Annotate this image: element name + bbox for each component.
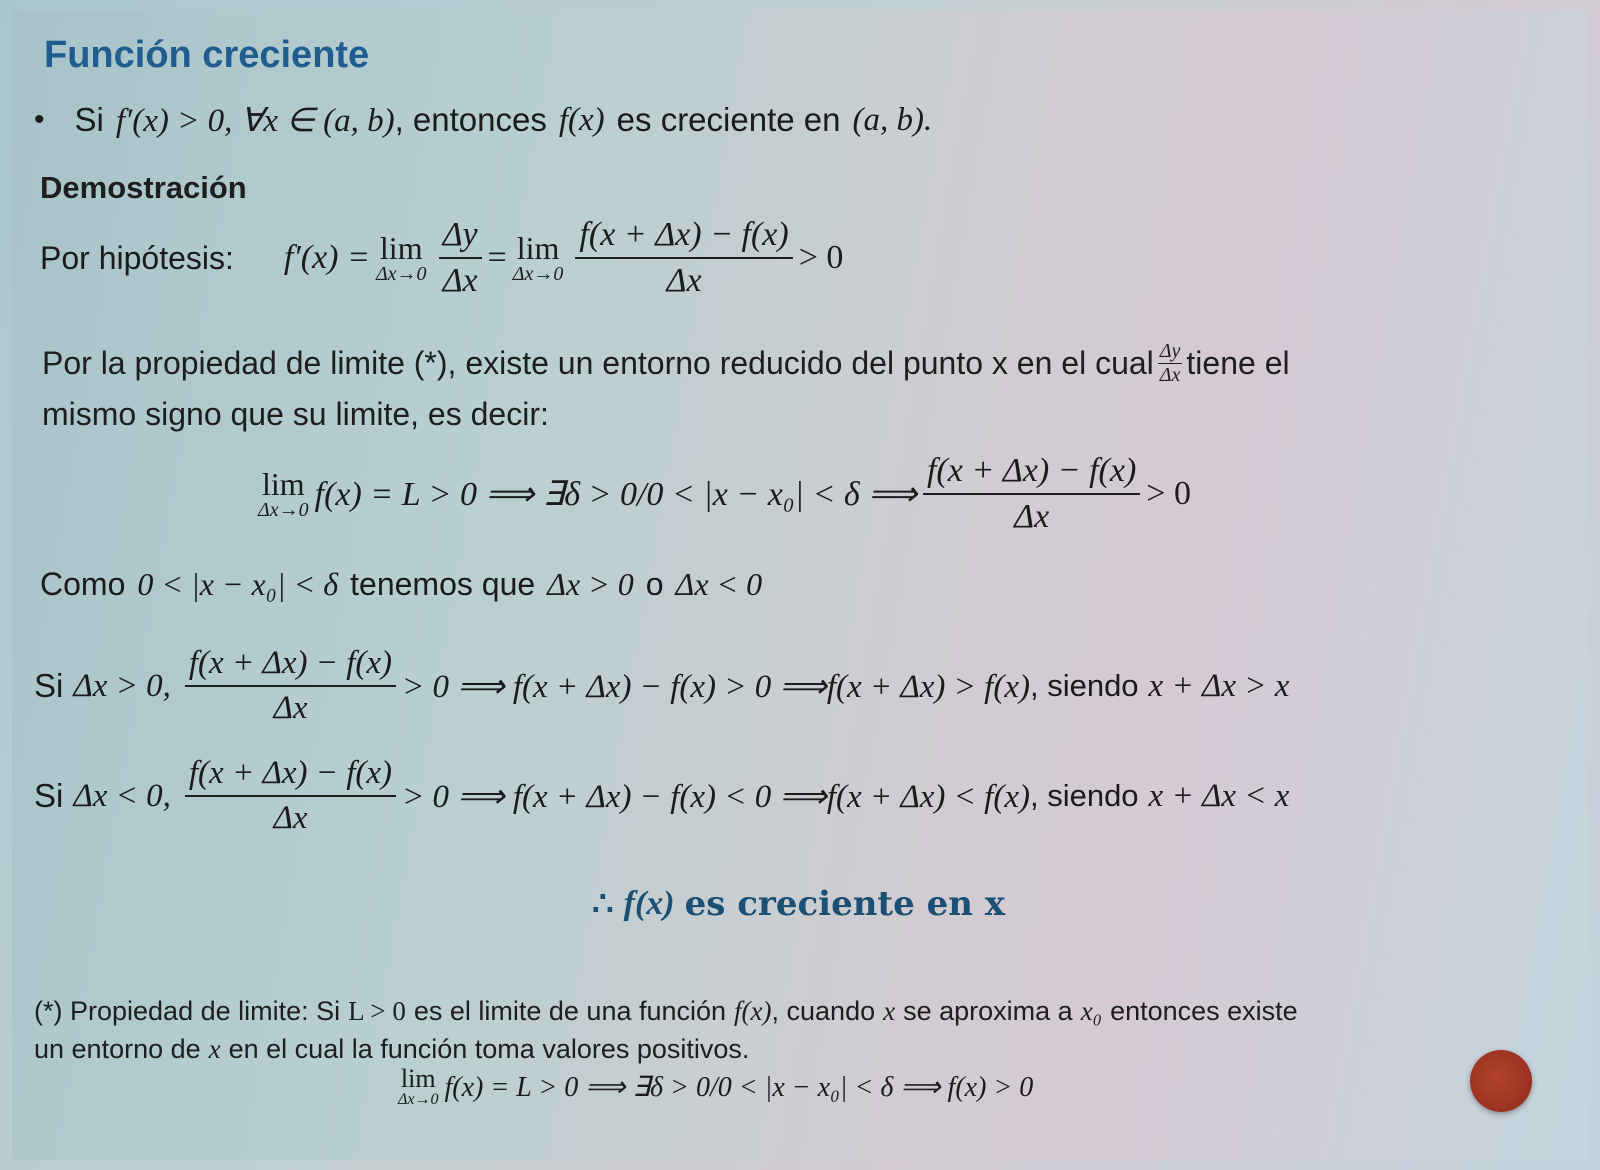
dy-dx-fraction: $\frac{\Delta y}{\Delta x}$: [439, 216, 482, 300]
hypothesis-equation: [40, 208, 843, 308]
como-line: Como 0 < |x − x₀| < δ tenemos que Δx > 0 o Δx < 0: [40, 566, 763, 602]
statement-si: Si: [74, 101, 104, 138]
demostracion-heading: Demostración: [40, 170, 247, 205]
limit-implication: f(x) = L > 0 ⟹ ∃δ > 0/0 < |x − x₀| < δ ⟹: [314, 476, 917, 513]
statement-entonces: , entonces: [394, 101, 547, 138]
statement-fx: f(x): [558, 101, 605, 138]
hypothesis-lhs: f′(x) =: [283, 239, 370, 276]
greater-than-zero: > 0: [1146, 475, 1191, 512]
limit-operator: lim Δx→0: [375, 230, 427, 285]
small-dy-dx-fraction: $\frac{\Delta y}{\Delta x}$: [1159, 340, 1181, 386]
statement-interval: (a, b).: [852, 101, 933, 138]
hypothesis-label: Por hipótesis:: [40, 239, 234, 276]
limit-operator: lim Δx→0: [258, 466, 309, 521]
difference-quotient: $\frac{f(x + \Delta x) - f(x)}{\Delta x}$: [575, 216, 792, 300]
footnote-line2: un entorno de x en el cual la función toma valores positivos.: [34, 1034, 750, 1064]
therefore-symbol: ∴: [592, 886, 614, 923]
equals-sign: =: [487, 239, 507, 276]
difference-quotient: $\frac{f(x + \Delta x) - f(x)}{\Delta x}$: [923, 452, 1140, 536]
bullet-icon: •: [34, 103, 45, 136]
page-title: Función creciente: [44, 34, 370, 76]
difference-quotient: $\frac{f(x + \Delta x) - f(x)}{\Delta x}$: [185, 755, 396, 837]
footnote-equation: lim Δx→0 f(x) = L > 0 ⟹ ∃δ > 0/0 < |x − x₀| < δ ⟹ f(x) > 0: [398, 1064, 1034, 1108]
greater-than-zero: > 0: [798, 239, 844, 276]
limit-operator: lim Δx→0: [398, 1064, 439, 1108]
theorem-statement: [34, 100, 932, 140]
record-button[interactable]: [1470, 1050, 1532, 1112]
property-paragraph-line1: Por la propiedad de limite (*), existe un entorno reducido del punto x en el cual $\frac{\Delta y}{\Delta x}$ tiene el: [42, 340, 1290, 386]
case-positive-delta: Si Δx > 0, $\frac{f(x + \Delta x) - f(x)}{\Delta x}$ > 0 ⟹ f(x + Δx) − f(x) > 0 ⟹f(x + Δx) > f(x) , siendo x + Δx > x: [34, 645, 1290, 726]
statement-condition: f′(x) > 0, ∀x ∈ (a, b): [115, 103, 395, 139]
limit-property-equation: [252, 444, 1191, 544]
difference-quotient: $\frac{f(x + \Delta x) - f(x)}{\Delta x}$: [185, 645, 396, 727]
property-paragraph-line2: mismo signo que su limite, es decir:: [42, 396, 549, 432]
delta-neighborhood: 0 < |x − x₀| < δ: [137, 566, 339, 602]
statement-es-creciente: es creciente en: [616, 101, 841, 138]
footnote-line1: (*) Propiedad de limite: Si L > 0 es el limite de una función f(x) , cuando x se aproxima a x₀ entonces existe: [34, 996, 1298, 1026]
conclusion: ∴ f(x) es creciente en x: [592, 884, 1006, 924]
case-negative-delta: Si Δx < 0, $\frac{f(x + \Delta x) - f(x)}{\Delta x}$ > 0 ⟹ f(x + Δx) − f(x) < 0 ⟹f(x + Δx) < f(x) , siendo x + Δx < x: [34, 755, 1290, 836]
limit-operator: lim Δx→0: [512, 230, 564, 285]
